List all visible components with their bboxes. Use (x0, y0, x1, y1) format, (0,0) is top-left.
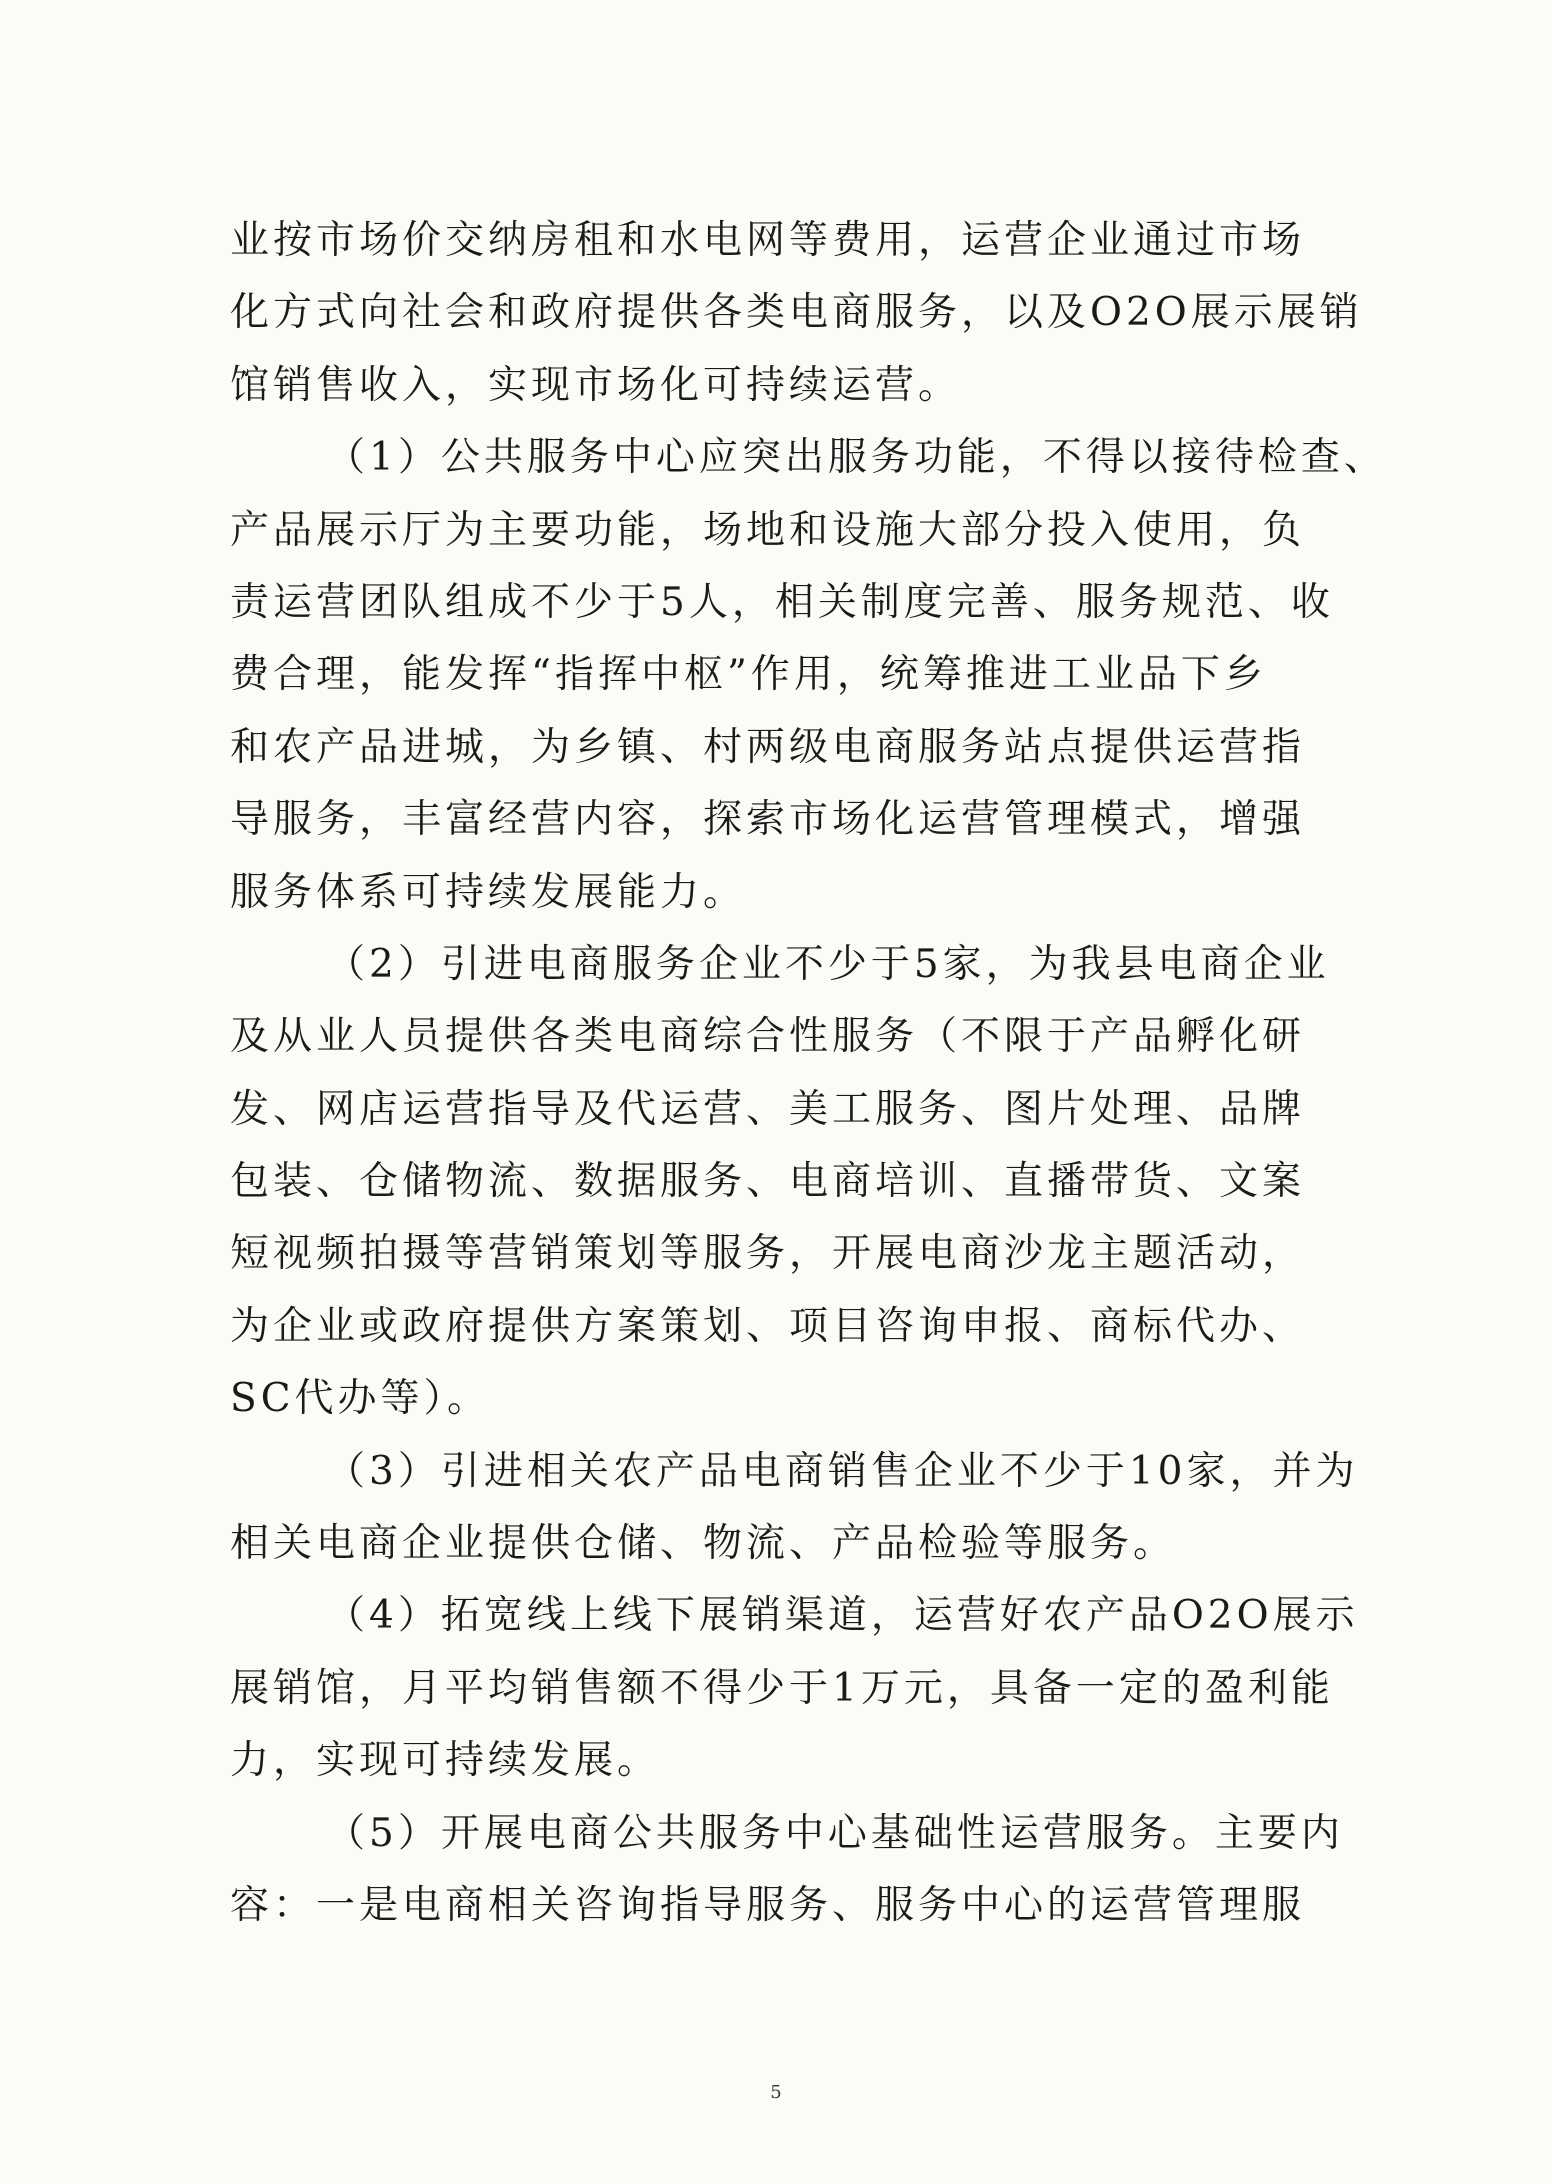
text-line: 责运营团队组成不少于5人，相关制度完善、服务规范、收 (230, 579, 1334, 625)
text-line: 包装、仓储物流、数据服务、电商培训、直播带货、文案 (230, 1159, 1306, 1205)
text-line: 力，实现可持续发展。 (230, 1738, 661, 1784)
paragraph-start-line: （1）公共服务中心应突出服务功能，不得以接待检查、 (326, 435, 1387, 481)
page-number: 5 (770, 2082, 782, 2103)
text-line: 导服务，丰富经营内容，探索市场化运营管理模式，增强 (230, 797, 1306, 843)
text-line: SC代办等）。 (230, 1376, 491, 1422)
text-line: 业按市场价交纳房租和水电网等费用，运营企业通过市场 (230, 218, 1306, 263)
paragraph-start-line: （2）引进电商服务企业不少于5家，为我县电商企业 (326, 941, 1330, 987)
text-line: 费合理，能发挥“指挥中枢”作用，统筹推进工业品下乡 (230, 652, 1267, 698)
text-line: 及从业人员提供各类电商综合性服务（不限于产品孵化研 (230, 1014, 1306, 1060)
text-line: 服务体系可持续发展能力。 (230, 869, 747, 915)
text-line: 为企业或政府提供方案策划、项目咨询申报、商标代办、 (230, 1303, 1306, 1349)
text-line: 和农产品进城，为乡镇、村两级电商服务站点提供运营指 (230, 724, 1306, 770)
paragraph-start-line: （5）开展电商公共服务中心基础性运营服务。主要内 (326, 1810, 1344, 1856)
text-line: 相关电商企业提供仓储、物流、产品检验等服务。 (230, 1521, 1177, 1567)
text-line: 产品展示厅为主要功能，场地和设施大部分投入使用，负 (230, 507, 1306, 553)
body-text (230, 205, 1387, 1942)
text-line: 短视频拍摄等营销策划等服务，开展电商沙龙主题活动， (230, 1231, 1306, 1277)
text-line: 容：一是电商相关咨询指导服务、服务中心的运营管理服 (230, 1882, 1306, 1928)
text-line: 展销馆，月平均销售额不得少于1万元，具备一定的盈利能 (230, 1665, 1334, 1711)
text-line: 发、网店运营指导及代运营、美工服务、图片处理、品牌 (230, 1086, 1306, 1132)
paragraph-start-line: （3）引进相关农产品电商销售企业不少于10家，并为 (326, 1448, 1359, 1494)
text-line: 化方式向社会和政府提供各类电商服务，以及O2O展示展销 (230, 290, 1363, 336)
text-line: 馆销售收入，实现市场化可持续运营。 (230, 362, 962, 408)
paragraph-start-line: （4）拓宽线上线下展销渠道，运营好农产品O2O展示 (326, 1593, 1359, 1639)
